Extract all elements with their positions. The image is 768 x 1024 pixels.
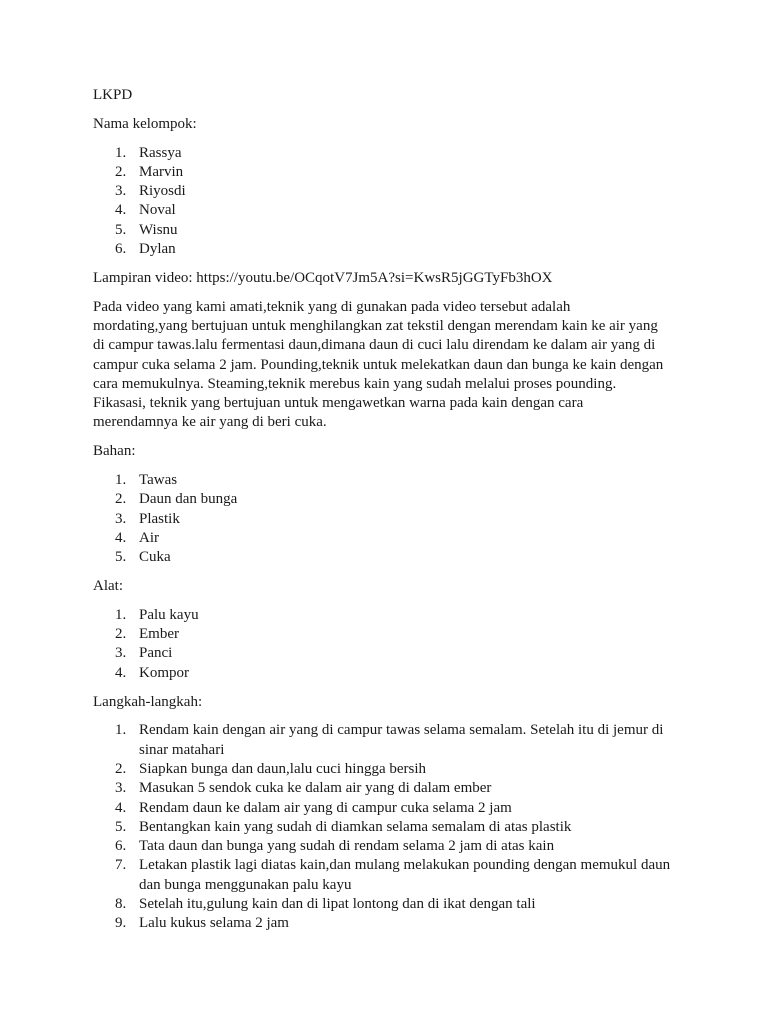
list-item: 8. Setelah itu,gulung kain dan di lipat lontong dan di ikat dengan tali bbox=[115, 895, 536, 912]
list-item: 4. Noval bbox=[115, 202, 176, 219]
list-item: 1. Rendam kain dengan air yang di campur tawas selama semalam. Setelah itu di jemur di sinar matahari bbox=[115, 722, 664, 758]
list-item: 7. Letakan plastik lagi diatas kain,dan mulang melakukan pounding dengan memukul daun dan bunga menggunakan palu kayu bbox=[115, 857, 671, 893]
list-item: 4. Air bbox=[115, 529, 159, 546]
list-item: 9. Lalu kukus selama 2 jam bbox=[115, 915, 289, 932]
list-item: 4. Rendam daun ke dalam air yang di campur cuka selama 2 jam bbox=[115, 799, 512, 816]
tools-label: Alat: bbox=[93, 578, 123, 595]
list-item: 6. Tata daun dan bunga yang sudah di rendam selama 2 jam di atas kain bbox=[115, 838, 555, 855]
list-item: 1. Tawas bbox=[115, 472, 178, 489]
members-list bbox=[93, 144, 673, 260]
list-item: 3. Panci bbox=[115, 645, 173, 662]
materials-label: Bahan: bbox=[93, 443, 136, 460]
list-item: 5. Wisnu bbox=[115, 221, 178, 238]
video-attachment-line: Lampiran video: https://youtu.be/OCqotV7Jm5A?si=KwsR5jGGTyFb3hOX bbox=[93, 269, 553, 286]
steps-label: Langkah-langkah: bbox=[93, 693, 203, 710]
doc-title: LKPD bbox=[93, 87, 133, 103]
list-item: 3. Riyosdi bbox=[115, 183, 186, 200]
steps-list bbox=[93, 721, 673, 933]
document-page bbox=[93, 86, 673, 943]
list-item: 1. Palu kayu bbox=[115, 606, 199, 623]
list-item: 1. Rassya bbox=[115, 144, 182, 161]
list-item: 6. Dylan bbox=[115, 241, 176, 258]
list-item: 5. Cuka bbox=[115, 549, 171, 566]
list-item: 4. Kompor bbox=[115, 664, 189, 681]
list-item: 2. Siapkan bunga dan daun,lalu cuci hingga bersih bbox=[115, 760, 427, 777]
tools-list bbox=[93, 606, 673, 683]
list-item: 2. Daun dan bunga bbox=[115, 491, 238, 508]
materials-list bbox=[93, 471, 673, 567]
list-item: 2. Ember bbox=[115, 626, 179, 643]
description-paragraph: Pada video yang kami amati,teknik yang di gunakan pada video tersebut adalah mordating,yang bertujuan untuk menghilangkan zat tekstil dengan merendam kain ke air yang di campur tawas.lalu fermentasi daun,dimana daun di cuci lalu direndam ke dalam air yang di campur cuka selama 2 jam. Pounding,teknik untuk melekatkan daun dan bunga ke kain dengan cara memukulnya. Steaming,teknik merebus kain yang sudah melalui proses pounding. Fikasasi, teknik yang bertujuan untuk mengawetkan warna pada kain dengan cara merendamnya ke air yang di beri cuka. bbox=[93, 298, 664, 431]
list-item: 3. Masukan 5 sendok cuka ke dalam air yang di dalam ember bbox=[115, 780, 492, 797]
list-item: 2. Marvin bbox=[115, 163, 184, 180]
list-item: 5. Bentangkan kain yang sudah di diamkan selama semalam di atas plastik bbox=[115, 818, 572, 835]
list-item: 3. Plastik bbox=[115, 510, 180, 527]
group-label: Nama kelompok: bbox=[93, 115, 197, 132]
